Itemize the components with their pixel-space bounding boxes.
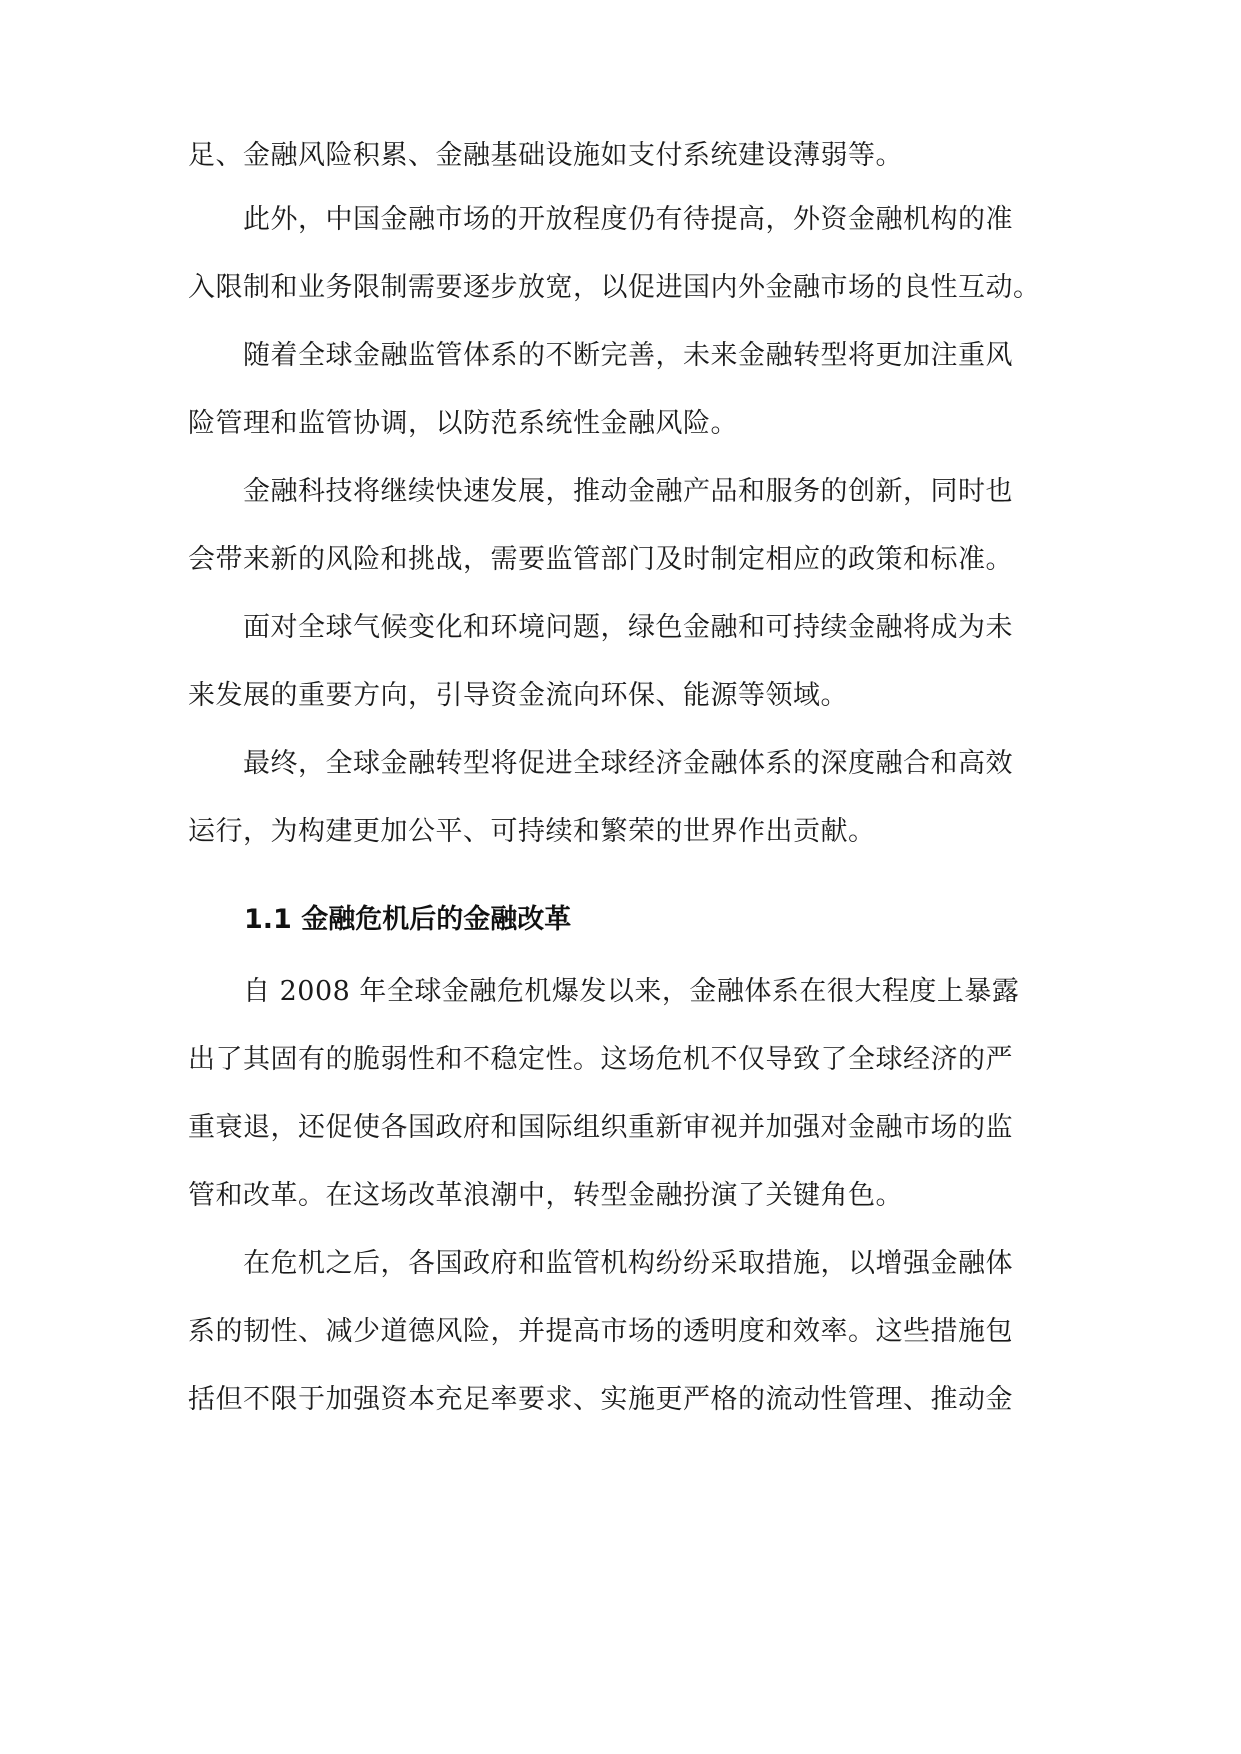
- body-text-line: 最终，全球金融转型将促进全球经济金融体系的深度融合和高效: [188, 748, 1013, 779]
- body-text-line: 随着全球金融监管体系的不断完善，未来金融转型将更加注重风: [188, 340, 1013, 371]
- body-text-line: 出了其固有的脆弱性和不稳定性。这场危机不仅导致了全球经济的严: [188, 1044, 1013, 1075]
- body-text-line: 面对全球气候变化和环境问题，绿色金融和可持续金融将成为未: [188, 612, 1013, 643]
- body-text-line: 重衰退，还促使各国政府和国际组织重新审视并加强对金融市场的监: [188, 1112, 1013, 1143]
- section-heading: 1.1 金融危机后的金融改革: [244, 904, 572, 935]
- body-text-line: 系的韧性、减少道德风险，并提高市场的透明度和效率。这些措施包: [188, 1316, 1013, 1347]
- body-text-line: 足、金融风险积累、金融基础设施如支付系统建设薄弱等。: [188, 140, 903, 171]
- body-text-line: 来发展的重要方向，引导资金流向环保、能源等领域。: [188, 680, 848, 711]
- body-text-line: 括但不限于加强资本充足率要求、实施更严格的流动性管理、推动金: [188, 1384, 1013, 1415]
- body-text-line: 自 2008 年全球金融危机爆发以来，金融体系在很大程度上暴露: [188, 976, 1020, 1007]
- body-text-line: 入限制和业务限制需要逐步放宽，以促进国内外金融市场的良性互动。: [188, 272, 1041, 303]
- body-text-line: 险管理和监管协调，以防范系统性金融风险。: [188, 408, 738, 439]
- body-text-line: 此外，中国金融市场的开放程度仍有待提高，外资金融机构的准: [188, 204, 1013, 235]
- body-text-line: 管和改革。在这场改革浪潮中，转型金融扮演了关键角色。: [188, 1180, 903, 1211]
- body-text-line: 在危机之后，各国政府和监管机构纷纷采取措施，以增强金融体: [188, 1248, 1013, 1279]
- body-text-line: 会带来新的风险和挑战，需要监管部门及时制定相应的政策和标准。: [188, 544, 1013, 575]
- body-text-line: 运行，为构建更加公平、可持续和繁荣的世界作出贡献。: [188, 816, 876, 847]
- body-text-line: 金融科技将继续快速发展，推动金融产品和服务的创新，同时也: [188, 476, 1013, 507]
